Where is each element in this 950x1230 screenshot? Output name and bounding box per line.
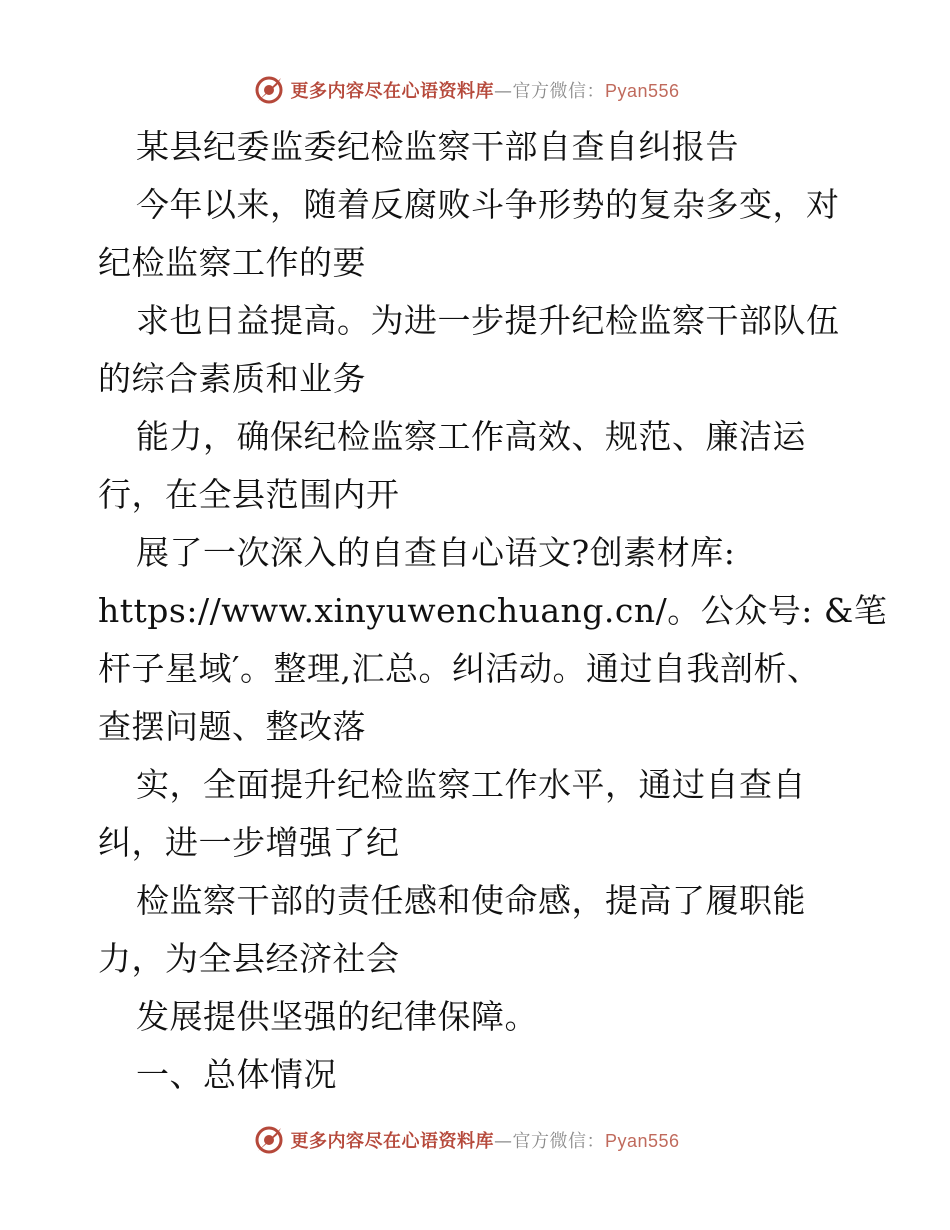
quill-logo-icon [254, 1125, 284, 1155]
paragraph-line: 行，在全县范围内开 [98, 475, 400, 514]
watermark-text: 更多内容尽在心语资料库—官方微信：Pyan556 [290, 1131, 680, 1152]
paragraph-line: 发展提供坚强的纪律保障。 [136, 997, 538, 1036]
paragraph-line: 展了一次深入的自查自心语文?创素材库: [136, 533, 736, 572]
footer-watermark [0, 1122, 950, 1158]
watermark-text: 更多内容尽在心语资料库—官方微信：Pyan556 [290, 81, 680, 102]
paragraph-line: 今年以来，随着反腐败斗争形势的复杂多变，对 [136, 185, 840, 224]
quill-logo-icon [254, 75, 284, 105]
paragraph-line: 杆子星域′。整理,汇总。纠活动。通过自我剖析、 [98, 649, 821, 688]
paragraph-line: https://www.xinyuwenchuang.cn/。公众号: &笔 [98, 591, 888, 630]
header-watermark [0, 72, 950, 108]
paragraph-line: 检监察干部的责任感和使命感，提高了履职能 [136, 881, 806, 920]
document-body [98, 118, 888, 1104]
paragraph-line: 的综合素质和业务 [98, 359, 366, 398]
paragraph-line: 求也日益提高。为进一步提升纪检监察干部队伍 [136, 301, 840, 340]
paragraph-line: 能力，确保纪检监察工作高效、规范、廉洁运 [136, 417, 806, 456]
paragraph-line: 纠，进一步增强了纪 [98, 823, 400, 862]
paragraph-line: 实，全面提升纪检监察工作水平，通过自查自 [136, 765, 806, 804]
paragraph-line: 纪检监察工作的要 [98, 243, 366, 282]
paragraph-line: 查摆问题、整改落 [98, 707, 366, 746]
section-heading: 一、总体情况 [136, 1055, 337, 1094]
paragraph-line: 力，为全县经济社会 [98, 939, 400, 978]
document-title: 某县纪委监委纪检监察干部自查自纠报告 [136, 127, 739, 166]
